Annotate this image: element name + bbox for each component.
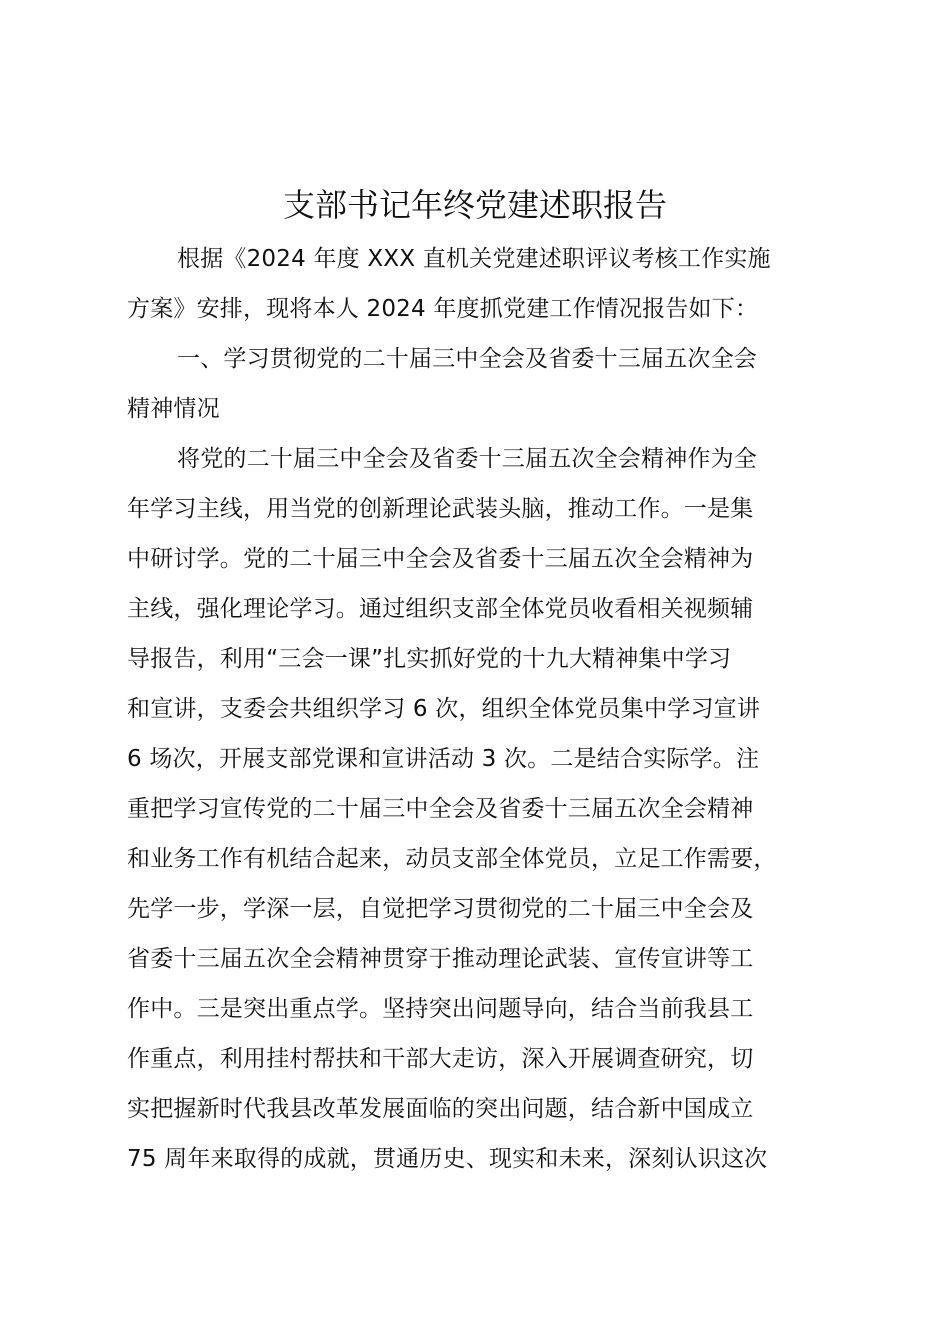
- paragraph-line: 6 场次，开展支部党课和宣讲活动 3 次。二是结合实际学。注: [127, 746, 760, 772]
- paragraph-line: 和宣讲，支委会共组织学习 6 次，组织全体党员集中学习宣讲: [127, 696, 761, 722]
- paragraph-line: 中研讨学。党的二十届三中全会及省委十三届五次全会精神为: [127, 546, 754, 572]
- document-body: [127, 234, 833, 1184]
- paragraph-line: 重把学习宣传党的二十届三中全会及省委十三届五次全会精神: [127, 796, 754, 822]
- paragraph-line: 导报告，利用“三会一课”扎实抓好党的十九大精神集中学习: [127, 646, 732, 672]
- paragraph-line: 根据《2024 年度 XXX 直机关党建述职评议考核工作实施: [177, 246, 771, 272]
- paragraph-line: 75 周年来取得的成就，贯通历史、现实和未来，深刻认识这次: [127, 1146, 768, 1172]
- paragraph-line: 主线，强化理论学习。通过组织支部全体党员收看相关视频辅: [127, 596, 754, 622]
- section-heading-line: 一、学习贯彻党的二十届三中全会及省委十三届五次全会: [177, 346, 757, 372]
- paragraph-line: 实把握新时代我县改革发展面临的突出问题，结合新中国成立: [127, 1096, 754, 1122]
- paragraph-line: 先学一步，学深一层，自觉把学习贯彻党的二十届三中全会及: [127, 896, 754, 922]
- paragraph-line: 省委十三届五次全会精神贯穿于推动理论武装、宣传宣讲等工: [127, 946, 754, 972]
- paragraph-line: 和业务工作有机结合起来，动员支部全体党员，立足工作需要，: [127, 846, 777, 872]
- paragraph-line: 年学习主线，用当党的创新理论武装头脑，推动工作。一是集: [127, 496, 754, 522]
- paragraph-line: 作中。三是突出重点学。坚持突出问题导向，结合当前我县工: [127, 996, 754, 1022]
- document-title: 支部书记年终党建述职报告: [282, 186, 667, 224]
- paragraph-line: 方案》安排，现将本人 2024 年度抓党建工作情况报告如下：: [127, 296, 759, 322]
- paragraph-line: 将党的二十届三中全会及省委十三届五次全会精神作为全: [177, 446, 757, 472]
- section-heading-line: 精神情况: [127, 396, 220, 422]
- paragraph-line: 作重点，利用挂村帮扶和干部大走访，深入开展调查研究，切: [127, 1046, 754, 1072]
